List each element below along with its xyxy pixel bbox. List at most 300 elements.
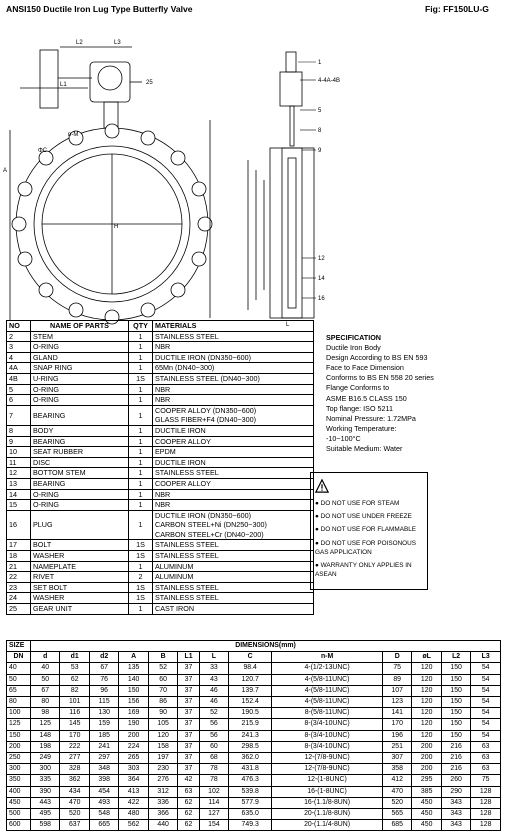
col-materials: MATERIALS <box>153 321 314 332</box>
table-row <box>7 342 314 353</box>
label-A: A <box>3 168 8 174</box>
part-qty: 1S <box>129 551 153 562</box>
dims-cell: 100 <box>7 708 31 719</box>
dims-cell: 37 <box>178 764 199 775</box>
dims-cell: 82 <box>60 685 89 696</box>
dims-cell: 196 <box>382 730 411 741</box>
dims-cell: 127 <box>199 809 228 820</box>
table-row <box>7 436 314 447</box>
material-line: NBR <box>155 342 171 352</box>
part-qty: 1 <box>129 352 153 363</box>
dims-cell: 67 <box>89 663 118 674</box>
dims-cell: 8-(3/4-10UNC) <box>272 741 383 752</box>
dims-cell: 105 <box>148 719 177 730</box>
label-H: H <box>114 224 119 230</box>
dims-cell: 500 <box>7 809 31 820</box>
part-name: BEARING <box>31 405 129 425</box>
dims-cell: 303 <box>119 764 148 775</box>
dims-cell: 120.7 <box>229 674 272 685</box>
dims-cell: 148 <box>31 730 60 741</box>
part-no: 23 <box>7 582 31 593</box>
dims-cell: 63 <box>471 741 501 752</box>
part-no: 4A <box>7 363 31 374</box>
spec-line: Flange Conforms to <box>326 383 390 393</box>
figure-number: Fig: FF150LU-G <box>425 4 489 14</box>
part-qty: 1S <box>129 540 153 551</box>
dims-cell: 98.4 <box>229 663 272 674</box>
spec-line: ASME B16.5 CLASS 150 <box>326 393 407 403</box>
part-no: 24 <box>7 593 31 604</box>
dims-cell: 440 <box>148 820 177 831</box>
dims-cell: 42 <box>178 775 199 786</box>
dims-cell: 200 <box>412 764 441 775</box>
part-material <box>153 540 314 551</box>
dims-cell: 4-(5/8-11UNC) <box>272 697 383 708</box>
dims-cell: 300 <box>7 764 31 775</box>
dims-col-header: L2 <box>441 652 470 663</box>
dims-cell: 120 <box>412 663 441 674</box>
svg-text:14: 14 <box>318 276 325 282</box>
part-no: 5 <box>7 384 31 395</box>
dims-cell: 431.8 <box>229 764 272 775</box>
dims-cell: 62 <box>178 797 199 808</box>
parts-header-row <box>7 321 314 332</box>
table-row <box>7 786 501 797</box>
parts-table <box>6 320 314 615</box>
dims-col-header: L1 <box>178 652 199 663</box>
dims-cell: 200 <box>412 741 441 752</box>
dims-cell: 635.0 <box>229 809 272 820</box>
dims-cell: 16-(1-8UNC) <box>272 786 383 797</box>
dims-cell: 198 <box>31 741 60 752</box>
dims-cell: 16-(1.1/8-8UN) <box>272 797 383 808</box>
dims-cell: 290 <box>441 786 470 797</box>
dims-cell: 115 <box>89 697 118 708</box>
dims-group-label: DIMENSIONS(mm) <box>31 641 501 652</box>
dims-cell: 50 <box>7 674 31 685</box>
part-name: O-RING <box>31 500 129 511</box>
table-row <box>7 730 501 741</box>
table-row <box>7 489 314 500</box>
dims-cell: 385 <box>412 786 441 797</box>
table-row <box>7 741 501 752</box>
dims-cell: 4-(5/8-11UNC) <box>272 674 383 685</box>
dims-cell: 190.5 <box>229 708 272 719</box>
svg-text:12: 12 <box>318 256 325 262</box>
dims-body <box>7 663 501 831</box>
table-row <box>7 604 314 615</box>
part-no: 25 <box>7 604 31 615</box>
material-line: DUCTILE IRON <box>155 457 206 467</box>
part-qty: 1S <box>129 373 153 384</box>
dims-cell: 128 <box>471 820 501 831</box>
dims-cell: 241 <box>89 741 118 752</box>
table-row <box>7 797 501 808</box>
table-row <box>7 753 501 764</box>
part-material <box>153 457 314 468</box>
table-row <box>7 561 314 572</box>
label-L3: L3 <box>114 40 121 46</box>
table-row <box>7 663 501 674</box>
part-material <box>153 551 314 562</box>
spec-line: Face to Face Dimension <box>326 363 404 373</box>
dims-cell: 216 <box>441 764 470 775</box>
part-name: U-RING <box>31 373 129 384</box>
dims-cell: 335 <box>31 775 60 786</box>
dims-cell: 150 <box>441 730 470 741</box>
dims-cell: 60 <box>199 741 228 752</box>
dims-cell: 8-(3/4-10UNC) <box>272 719 383 730</box>
dims-cell: 150 <box>441 708 470 719</box>
part-material <box>153 489 314 500</box>
dims-cell: 493 <box>89 797 118 808</box>
dims-cell: 125 <box>7 719 31 730</box>
dims-cell: 366 <box>148 809 177 820</box>
table-row <box>7 425 314 436</box>
part-name: BEARING <box>31 478 129 489</box>
dims-cell: 56 <box>199 719 228 730</box>
dims-cell: 54 <box>471 674 501 685</box>
table-row <box>7 708 501 719</box>
svg-text:9: 9 <box>318 148 322 154</box>
dims-cell: 158 <box>148 741 177 752</box>
dims-cell: 12-(1-8UNC) <box>272 775 383 786</box>
table-row <box>7 593 314 604</box>
dims-cell: 298.5 <box>229 741 272 752</box>
dims-cell: 598 <box>31 820 60 831</box>
dims-cell: 197 <box>148 753 177 764</box>
dims-cell: 169 <box>119 708 148 719</box>
table-row <box>7 820 501 831</box>
dims-cell: 277 <box>60 753 89 764</box>
table-row <box>7 572 314 583</box>
dims-cell: 364 <box>119 775 148 786</box>
dims-cell: 140 <box>119 674 148 685</box>
dims-cell: 37 <box>178 663 199 674</box>
dims-cell: 46 <box>199 697 228 708</box>
dims-cell: 637 <box>60 820 89 831</box>
dims-cell: 470 <box>60 797 89 808</box>
material-line: NBR <box>155 500 171 510</box>
dims-cell: 60 <box>148 674 177 685</box>
table-row <box>7 468 314 479</box>
dims-cell: 80 <box>31 697 60 708</box>
dims-cell: 495 <box>31 809 60 820</box>
dims-cell: 450 <box>7 797 31 808</box>
dims-cell: 539.8 <box>229 786 272 797</box>
dims-cell: 200 <box>7 741 31 752</box>
table-row <box>7 719 501 730</box>
dims-cell: 224 <box>119 741 148 752</box>
part-no: 10 <box>7 447 31 458</box>
part-material <box>153 447 314 458</box>
part-name: O-RING <box>31 489 129 500</box>
dims-cell: 54 <box>471 663 501 674</box>
dims-cell: 90 <box>148 708 177 719</box>
spec-line: Working Temperature: <box>326 423 397 433</box>
dims-cell: 37 <box>178 674 199 685</box>
dims-cell: 139.7 <box>229 685 272 696</box>
material-line: NBR <box>155 384 171 394</box>
material-line: COOPER ALLOY <box>155 478 211 488</box>
part-no: 2 <box>7 331 31 342</box>
part-material <box>153 352 314 363</box>
dims-cell: 75 <box>471 775 501 786</box>
dims-cell: 343 <box>441 809 470 820</box>
part-material <box>153 405 314 425</box>
part-material <box>153 331 314 342</box>
dims-cell: 43 <box>199 674 228 685</box>
dims-cell: 398 <box>89 775 118 786</box>
dims-cell: 89 <box>382 674 411 685</box>
side-body <box>270 148 314 318</box>
part-qty: 1 <box>129 500 153 511</box>
dims-cell: 120 <box>412 674 441 685</box>
part-material <box>153 384 314 395</box>
dims-cell: 145 <box>60 719 89 730</box>
part-name: BOLT <box>31 540 129 551</box>
svg-text:1: 1 <box>318 60 322 66</box>
dims-cell: 46 <box>199 685 228 696</box>
dims-cell: 96 <box>89 685 118 696</box>
dims-cell: 362 <box>60 775 89 786</box>
material-line: 65Mn (DN40~300) <box>155 363 215 373</box>
warning-item: ● DO NOT USE UNDER FREEZE <box>315 513 412 521</box>
material-line: DUCTILE IRON <box>155 425 206 435</box>
dims-cell: 150 <box>7 730 31 741</box>
part-name: SEAT RUBBER <box>31 447 129 458</box>
dims-cell: 86 <box>148 697 177 708</box>
part-qty: 1S <box>129 593 153 604</box>
material-line: DUCTILE IRON (DN350~600) <box>155 510 252 520</box>
dims-col-header: D <box>382 652 411 663</box>
spec-title: SPECIFICATION <box>326 333 381 342</box>
table-row <box>7 457 314 468</box>
part-name: STEM <box>31 331 129 342</box>
dims-cell: 135 <box>119 663 148 674</box>
material-line: CARBON STEEL+Cr (DN40~200) <box>155 529 264 539</box>
part-material <box>153 363 314 374</box>
dims-cell: 665 <box>89 820 118 831</box>
svg-text:5: 5 <box>318 108 322 114</box>
part-no: 11 <box>7 457 31 468</box>
dims-cell: 260 <box>441 775 470 786</box>
material-line: STAINLESS STEEL <box>155 540 219 550</box>
table-row <box>7 405 314 425</box>
dims-cell: 80 <box>7 697 31 708</box>
dims-cell: 443 <box>31 797 60 808</box>
part-qty: 1 <box>129 405 153 425</box>
dims-cell: 154 <box>199 820 228 831</box>
dims-cell: 150 <box>441 663 470 674</box>
part-no: 22 <box>7 572 31 583</box>
part-material <box>153 572 314 583</box>
dims-cell: 562 <box>119 820 148 831</box>
dims-cell: 128 <box>471 809 501 820</box>
dims-cell: 33 <box>199 663 228 674</box>
dims-cell: 241.3 <box>229 730 272 741</box>
material-line: STAINLESS STEEL <box>155 468 219 478</box>
part-qty: 1 <box>129 331 153 342</box>
dims-cell: 102 <box>199 786 228 797</box>
dims-cell: 78 <box>199 775 228 786</box>
material-line: STAINLESS STEEL (DN40~300) <box>155 373 260 383</box>
material-line: GLASS FIBER+F4 (DN40~300) <box>155 415 257 425</box>
dims-col-header: DN <box>7 652 31 663</box>
dims-cell: 101 <box>60 697 89 708</box>
dims-cell: 68 <box>199 753 228 764</box>
dims-cell: 37 <box>178 708 199 719</box>
material-line: CAST IRON <box>155 604 195 614</box>
part-no: 8 <box>7 425 31 436</box>
dims-cell: 215.9 <box>229 719 272 730</box>
part-material <box>153 478 314 489</box>
dims-cell: 565 <box>382 809 411 820</box>
dims-cell: 480 <box>119 809 148 820</box>
dims-cell: 450 <box>412 820 441 831</box>
handwheel <box>40 50 58 108</box>
dims-cell: 40 <box>7 663 31 674</box>
dims-cell: 150 <box>441 685 470 696</box>
dims-cell: 54 <box>471 730 501 741</box>
part-material <box>153 373 314 384</box>
dims-cell: 159 <box>89 719 118 730</box>
dims-cell: 107 <box>382 685 411 696</box>
spec-line: Conforms to BS EN 558 20 series <box>326 373 434 383</box>
table-row <box>7 373 314 384</box>
warning-item: ● DO NOT USE FOR FLAMMABLE <box>315 526 417 534</box>
size-label: SIZE <box>7 641 31 652</box>
material-line: CARBON STEEL+Ni (DN250~300) <box>155 520 267 530</box>
part-qty: 1 <box>129 468 153 479</box>
table-row <box>7 775 501 786</box>
table-row <box>7 478 314 489</box>
dims-col-header: d2 <box>89 652 118 663</box>
label-C: ΦC <box>38 148 48 154</box>
dims-col-header: øL <box>412 652 441 663</box>
part-material <box>153 561 314 572</box>
dims-cell: 150 <box>119 685 148 696</box>
part-material <box>153 468 314 479</box>
dims-cell: 123 <box>382 697 411 708</box>
table-row <box>7 363 314 374</box>
part-material <box>153 582 314 593</box>
part-material <box>153 510 314 540</box>
dims-cell: 37 <box>178 697 199 708</box>
part-name: GEAR UNIT <box>31 604 129 615</box>
dims-cell: 328 <box>60 764 89 775</box>
part-no: 21 <box>7 561 31 572</box>
label-25: 25 <box>146 80 153 86</box>
dims-cell: 470 <box>382 786 411 797</box>
dims-col-header: A <box>119 652 148 663</box>
dims-cell: 150 <box>441 697 470 708</box>
dims-group-row <box>7 641 501 652</box>
dims-cell: 362.0 <box>229 753 272 764</box>
part-qty: 1 <box>129 510 153 540</box>
dimensions-table <box>6 640 501 831</box>
dims-cell: 476.3 <box>229 775 272 786</box>
dims-col-header: L <box>199 652 228 663</box>
dims-cell: 450 <box>412 809 441 820</box>
dims-cell: 98 <box>31 708 60 719</box>
dims-cell: 520 <box>60 809 89 820</box>
part-name: BOTTOM STEM <box>31 468 129 479</box>
table-row <box>7 384 314 395</box>
part-name: NAMEPLATE <box>31 561 129 572</box>
part-no: 18 <box>7 551 31 562</box>
page-title: ANSI150 Ductile Iron Lug Type Butterfly Valve <box>6 4 193 14</box>
dims-cell: 20-(1.1/4-8UN) <box>272 820 383 831</box>
dims-cell: 54 <box>471 685 501 696</box>
table-row <box>7 500 314 511</box>
side-stem-top <box>286 52 296 72</box>
dims-col-header: L3 <box>471 652 501 663</box>
table-row <box>7 674 501 685</box>
dims-cell: 749.3 <box>229 820 272 831</box>
dims-cell: 63 <box>471 764 501 775</box>
table-row <box>7 395 314 406</box>
part-name: GLAND <box>31 352 129 363</box>
parts-body <box>7 331 314 614</box>
dims-cell: 50 <box>31 674 60 685</box>
dims-cell: 130 <box>89 708 118 719</box>
dims-cell: 358 <box>382 764 411 775</box>
part-no: 16 <box>7 510 31 540</box>
part-no: 3 <box>7 342 31 353</box>
col-name: NAME OF PARTS <box>31 321 129 332</box>
dims-cell: 125 <box>31 719 60 730</box>
dims-cell: 520 <box>382 797 411 808</box>
part-name: O-RING <box>31 342 129 353</box>
dims-cell: 12-(7/8-9UNC) <box>272 764 383 775</box>
dims-col-header: C <box>229 652 272 663</box>
spec-lines <box>326 343 501 454</box>
part-qty: 2 <box>129 572 153 583</box>
dims-cell: 65 <box>7 685 31 696</box>
dims-cell: 422 <box>119 797 148 808</box>
part-no: 14 <box>7 489 31 500</box>
table-row <box>7 685 501 696</box>
dims-cell: 52 <box>148 663 177 674</box>
dims-cell: 600 <box>7 820 31 831</box>
warning-item: ● DO NOT USE FOR STEAM <box>315 500 400 507</box>
material-line: STAINLESS STEEL <box>155 593 219 603</box>
dims-cell: 170 <box>60 730 89 741</box>
dims-cell: 250 <box>7 753 31 764</box>
specification <box>326 333 501 454</box>
part-name: O-RING <box>31 395 129 406</box>
material-line: NBR <box>155 489 171 499</box>
part-name: PLUG <box>31 510 129 540</box>
dims-cell: 190 <box>119 719 148 730</box>
dims-cell: 343 <box>441 820 470 831</box>
dims-cell: 54 <box>471 708 501 719</box>
material-line: ALUMINUM <box>155 561 194 571</box>
dims-cell: 52 <box>199 708 228 719</box>
dims-cell: 78 <box>199 764 228 775</box>
part-material <box>153 436 314 447</box>
dims-cell: 54 <box>471 697 501 708</box>
dims-cell: 412 <box>382 775 411 786</box>
part-material <box>153 593 314 604</box>
dims-cell: 4-(5/8-11UNC) <box>272 685 383 696</box>
table-row <box>7 447 314 458</box>
warning-icon <box>315 479 329 493</box>
part-qty: 1 <box>129 489 153 500</box>
material-line: ALUMINUM <box>155 572 194 582</box>
dims-cell: 120 <box>412 719 441 730</box>
